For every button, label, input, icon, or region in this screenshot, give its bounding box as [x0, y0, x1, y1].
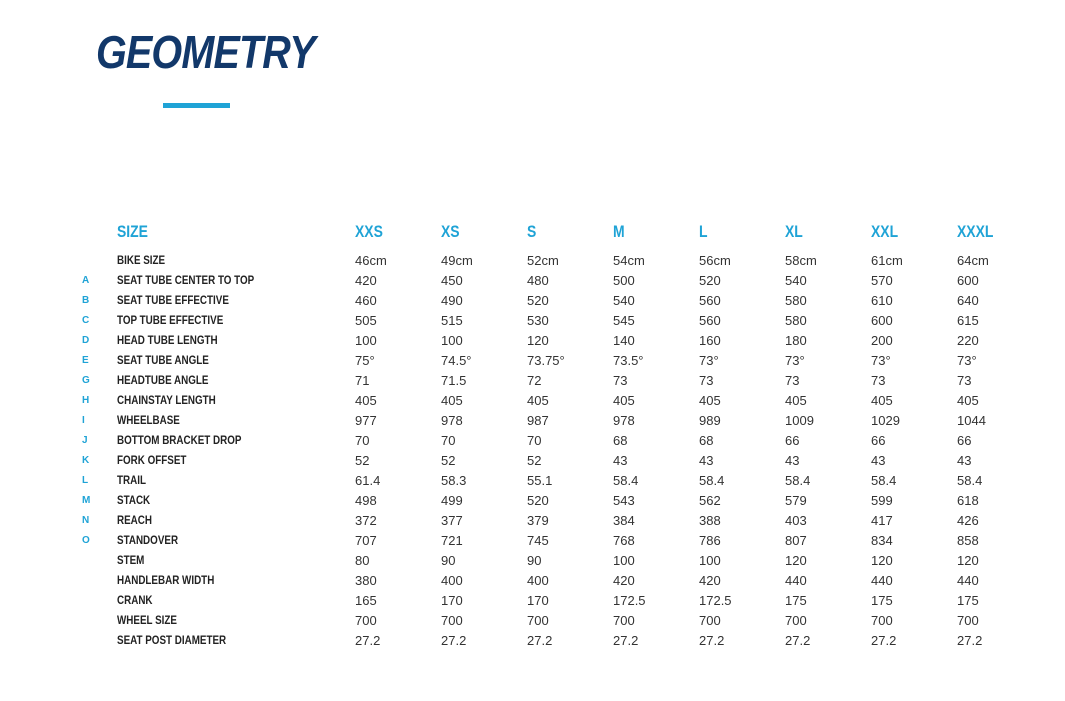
value-cell: 90	[441, 552, 456, 568]
table-row	[0, 430, 1037, 450]
value-cell: 515	[441, 312, 463, 328]
value-cell: 66	[785, 432, 800, 448]
table-row	[0, 610, 1037, 630]
row-label-text: CRANK	[117, 593, 153, 607]
value-cell: 175	[871, 592, 893, 608]
size-header-xs: XS	[441, 222, 460, 241]
row-letter: J	[82, 434, 88, 446]
value-cell: 73.5°	[613, 352, 644, 368]
value-cell: 75°	[355, 352, 375, 368]
size-header-xxxl: XXXL	[957, 222, 994, 241]
value-cell: 55.1	[527, 472, 553, 488]
value-cell: 43	[699, 452, 714, 468]
value-cell: 440	[785, 572, 807, 588]
row-letter	[0, 250, 117, 270]
row-label	[117, 270, 355, 290]
value-cell: 858	[957, 532, 979, 548]
size-header-row	[0, 218, 1037, 246]
size-header-xl: XL	[785, 222, 803, 241]
value-cell: 599	[871, 492, 893, 508]
value-cell: 73.75°	[527, 352, 565, 368]
value-cell: 520	[527, 492, 549, 508]
value-cell: 220	[957, 332, 979, 348]
value-cell: 27.2	[527, 632, 553, 648]
table-row	[0, 270, 1037, 290]
table-row	[0, 410, 1037, 430]
value-cell: 100	[613, 552, 635, 568]
value-cell: 562	[699, 492, 721, 508]
value-cell: 700	[785, 612, 807, 628]
row-label	[117, 530, 355, 550]
table-row	[0, 390, 1037, 410]
table-row	[0, 510, 1037, 530]
value-cell: 700	[871, 612, 893, 628]
value-cell: 73	[785, 372, 800, 388]
value-cell: 615	[957, 312, 979, 328]
value-cell: 27.2	[441, 632, 467, 648]
row-letter: C	[82, 314, 90, 326]
value-cell: 977	[355, 412, 377, 428]
value-cell: 440	[957, 572, 979, 588]
row-label-text: STACK	[117, 493, 151, 507]
table-row	[0, 250, 1037, 270]
row-letter	[0, 610, 117, 630]
value-cell: 384	[613, 512, 635, 528]
value-cell: 426	[957, 512, 979, 528]
row-label	[117, 510, 355, 530]
value-cell: 807	[785, 532, 807, 548]
value-cell: 52	[355, 452, 370, 468]
row-label-text: STANDOVER	[117, 533, 179, 547]
value-cell: 520	[527, 292, 549, 308]
row-label	[117, 390, 355, 410]
geometry-table	[0, 218, 1037, 650]
row-label	[117, 470, 355, 490]
row-label-text: HEADTUBE ANGLE	[117, 373, 209, 387]
row-label	[117, 310, 355, 330]
value-cell: 460	[355, 292, 377, 308]
value-cell: 540	[785, 272, 807, 288]
value-cell: 420	[355, 272, 377, 288]
value-cell: 405	[441, 392, 463, 408]
value-cell: 172.5	[613, 592, 646, 608]
value-cell: 498	[355, 492, 377, 508]
value-cell: 530	[527, 312, 549, 328]
value-cell: 580	[785, 312, 807, 328]
value-cell: 52cm	[527, 252, 559, 268]
value-cell: 61.4	[355, 472, 381, 488]
value-cell: 160	[699, 332, 721, 348]
value-cell: 405	[527, 392, 549, 408]
value-cell: 46cm	[355, 252, 387, 268]
row-letter: G	[82, 374, 90, 386]
value-cell: 56cm	[699, 252, 731, 268]
row-label	[117, 610, 355, 630]
value-cell: 978	[613, 412, 635, 428]
size-header-xxl: XXL	[871, 222, 899, 241]
value-cell: 721	[441, 532, 463, 548]
value-cell: 745	[527, 532, 549, 548]
value-cell: 73°	[785, 352, 805, 368]
value-cell: 989	[699, 412, 721, 428]
row-letter	[0, 570, 117, 590]
value-cell: 66	[957, 432, 972, 448]
table-row	[0, 370, 1037, 390]
row-label-text: WHEEL SIZE	[117, 613, 177, 627]
value-cell: 73°	[871, 352, 891, 368]
value-cell: 61cm	[871, 252, 903, 268]
table-row	[0, 330, 1037, 350]
value-cell: 66	[871, 432, 886, 448]
row-label	[117, 330, 355, 350]
value-cell: 480	[527, 272, 549, 288]
value-cell: 707	[355, 532, 377, 548]
value-cell: 700	[527, 612, 549, 628]
value-cell: 420	[699, 572, 721, 588]
value-cell: 700	[957, 612, 979, 628]
value-cell: 545	[613, 312, 635, 328]
value-cell: 405	[785, 392, 807, 408]
table-row	[0, 490, 1037, 510]
row-label-text: HANDLEBAR WIDTH	[117, 573, 215, 587]
value-cell: 180	[785, 332, 807, 348]
value-cell: 640	[957, 292, 979, 308]
value-cell: 700	[355, 612, 377, 628]
value-cell: 100	[441, 332, 463, 348]
table-row	[0, 350, 1037, 370]
row-label	[117, 450, 355, 470]
value-cell: 90	[527, 552, 542, 568]
value-cell: 372	[355, 512, 377, 528]
value-cell: 170	[441, 592, 463, 608]
value-cell: 58.4	[871, 472, 897, 488]
value-cell: 70	[441, 432, 456, 448]
value-cell: 978	[441, 412, 463, 428]
row-label-text: HEAD TUBE LENGTH	[117, 333, 218, 347]
value-cell: 400	[441, 572, 463, 588]
row-letter	[0, 630, 117, 650]
value-cell: 58.3	[441, 472, 467, 488]
value-cell: 43	[613, 452, 628, 468]
value-cell: 570	[871, 272, 893, 288]
row-label	[117, 570, 355, 590]
row-label-text: SEAT TUBE ANGLE	[117, 353, 209, 367]
value-cell: 58.4	[957, 472, 983, 488]
value-cell: 172.5	[699, 592, 732, 608]
value-cell: 834	[871, 532, 893, 548]
value-cell: 120	[871, 552, 893, 568]
value-cell: 1009	[785, 412, 814, 428]
table-row	[0, 630, 1037, 650]
value-cell: 560	[699, 292, 721, 308]
row-label-text: SEAT POST DIAMETER	[117, 633, 227, 647]
table-row	[0, 470, 1037, 490]
value-cell: 165	[355, 592, 377, 608]
letter-header-cell	[0, 218, 117, 246]
row-letter: B	[82, 294, 90, 306]
value-cell: 27.2	[613, 632, 639, 648]
table-row	[0, 290, 1037, 310]
table-row	[0, 590, 1037, 610]
row-label	[117, 410, 355, 430]
value-cell: 700	[441, 612, 463, 628]
value-cell: 618	[957, 492, 979, 508]
value-cell: 490	[441, 292, 463, 308]
row-letter: L	[82, 474, 89, 486]
row-letter: D	[82, 334, 90, 346]
row-label-text: WHEELBASE	[117, 413, 180, 427]
value-cell: 405	[355, 392, 377, 408]
value-cell: 43	[871, 452, 886, 468]
size-header-l: L	[699, 222, 708, 241]
value-cell: 543	[613, 492, 635, 508]
value-cell: 140	[613, 332, 635, 348]
value-cell: 72	[527, 372, 542, 388]
value-cell: 200	[871, 332, 893, 348]
value-cell: 405	[699, 392, 721, 408]
value-cell: 450	[441, 272, 463, 288]
row-label-text: STEM	[117, 553, 145, 567]
geometry-table-body	[0, 250, 1037, 650]
value-cell: 600	[871, 312, 893, 328]
value-cell: 58.4	[699, 472, 725, 488]
row-label	[117, 290, 355, 310]
title-underline	[163, 103, 230, 108]
value-cell: 52	[441, 452, 456, 468]
row-label-text: FORK OFFSET	[117, 453, 187, 467]
value-cell: 388	[699, 512, 721, 528]
value-cell: 768	[613, 532, 635, 548]
value-cell: 579	[785, 492, 807, 508]
value-cell: 560	[699, 312, 721, 328]
row-letter: H	[82, 394, 90, 406]
value-cell: 120	[785, 552, 807, 568]
row-letter: N	[82, 514, 90, 526]
row-letter: I	[82, 414, 85, 426]
value-cell: 71	[355, 372, 370, 388]
page-title: GEOMETRY	[96, 26, 315, 78]
value-cell: 100	[699, 552, 721, 568]
row-label	[117, 490, 355, 510]
value-cell: 440	[871, 572, 893, 588]
table-row	[0, 530, 1037, 550]
value-cell: 73	[957, 372, 972, 388]
value-cell: 170	[527, 592, 549, 608]
row-letter: O	[82, 534, 90, 546]
row-label	[117, 250, 355, 270]
value-cell: 540	[613, 292, 635, 308]
value-cell: 405	[613, 392, 635, 408]
value-cell: 52	[527, 452, 542, 468]
value-cell: 700	[613, 612, 635, 628]
row-label	[117, 350, 355, 370]
value-cell: 73	[613, 372, 628, 388]
value-cell: 786	[699, 532, 721, 548]
value-cell: 71.5	[441, 372, 467, 388]
size-header-xxs: XXS	[355, 222, 383, 241]
row-label	[117, 590, 355, 610]
value-cell: 58cm	[785, 252, 817, 268]
value-cell: 610	[871, 292, 893, 308]
row-label	[117, 630, 355, 650]
value-cell: 500	[613, 272, 635, 288]
row-label-text: SEAT TUBE EFFECTIVE	[117, 293, 229, 307]
row-label-text: TOP TUBE EFFECTIVE	[117, 313, 224, 327]
row-label-text: SEAT TUBE CENTER TO TOP	[117, 273, 255, 287]
value-cell: 379	[527, 512, 549, 528]
row-letter: M	[82, 494, 91, 506]
value-cell: 58.4	[613, 472, 639, 488]
table-row	[0, 310, 1037, 330]
value-cell: 27.2	[699, 632, 725, 648]
row-letter	[0, 550, 117, 570]
value-cell: 420	[613, 572, 635, 588]
value-cell: 73	[871, 372, 886, 388]
value-cell: 80	[355, 552, 370, 568]
value-cell: 70	[355, 432, 370, 448]
value-cell: 417	[871, 512, 893, 528]
value-cell: 600	[957, 272, 979, 288]
row-label-text: CHAINSTAY LENGTH	[117, 393, 216, 407]
value-cell: 499	[441, 492, 463, 508]
value-cell: 73	[699, 372, 714, 388]
row-label-text: BOTTOM BRACKET DROP	[117, 433, 242, 447]
row-label-text: REACH	[117, 513, 152, 527]
value-cell: 120	[957, 552, 979, 568]
value-cell: 43	[957, 452, 972, 468]
value-cell: 100	[355, 332, 377, 348]
value-cell: 175	[957, 592, 979, 608]
row-label	[117, 550, 355, 570]
value-cell: 73°	[957, 352, 977, 368]
row-label	[117, 370, 355, 390]
value-cell: 400	[527, 572, 549, 588]
value-cell: 58.4	[785, 472, 811, 488]
value-cell: 68	[613, 432, 628, 448]
value-cell: 520	[699, 272, 721, 288]
table-row	[0, 570, 1037, 590]
value-cell: 175	[785, 592, 807, 608]
size-heading: SIZE	[117, 222, 148, 241]
row-letter: E	[82, 354, 89, 366]
value-cell: 27.2	[355, 632, 381, 648]
table-row	[0, 450, 1037, 470]
value-cell: 49cm	[441, 252, 473, 268]
value-cell: 43	[785, 452, 800, 468]
row-label-text: TRAIL	[117, 473, 146, 487]
value-cell: 74.5°	[441, 352, 472, 368]
value-cell: 1029	[871, 412, 900, 428]
table-row	[0, 550, 1037, 570]
value-cell: 27.2	[871, 632, 897, 648]
size-header-m: M	[613, 222, 625, 241]
row-label-text: BIKE SIZE	[117, 253, 166, 267]
row-letter	[0, 590, 117, 610]
value-cell: 54cm	[613, 252, 645, 268]
value-cell: 68	[699, 432, 714, 448]
value-cell: 120	[527, 332, 549, 348]
value-cell: 405	[871, 392, 893, 408]
value-cell: 700	[699, 612, 721, 628]
value-cell: 505	[355, 312, 377, 328]
value-cell: 380	[355, 572, 377, 588]
value-cell: 1044	[957, 412, 986, 428]
value-cell: 27.2	[785, 632, 811, 648]
value-cell: 403	[785, 512, 807, 528]
size-header-s: S	[527, 222, 537, 241]
value-cell: 27.2	[957, 632, 983, 648]
row-letter: K	[82, 454, 90, 466]
row-label	[117, 430, 355, 450]
row-letter: A	[82, 274, 90, 286]
value-cell: 405	[957, 392, 979, 408]
value-cell: 73°	[699, 352, 719, 368]
value-cell: 70	[527, 432, 542, 448]
value-cell: 580	[785, 292, 807, 308]
value-cell: 64cm	[957, 252, 989, 268]
value-cell: 987	[527, 412, 549, 428]
value-cell: 377	[441, 512, 463, 528]
